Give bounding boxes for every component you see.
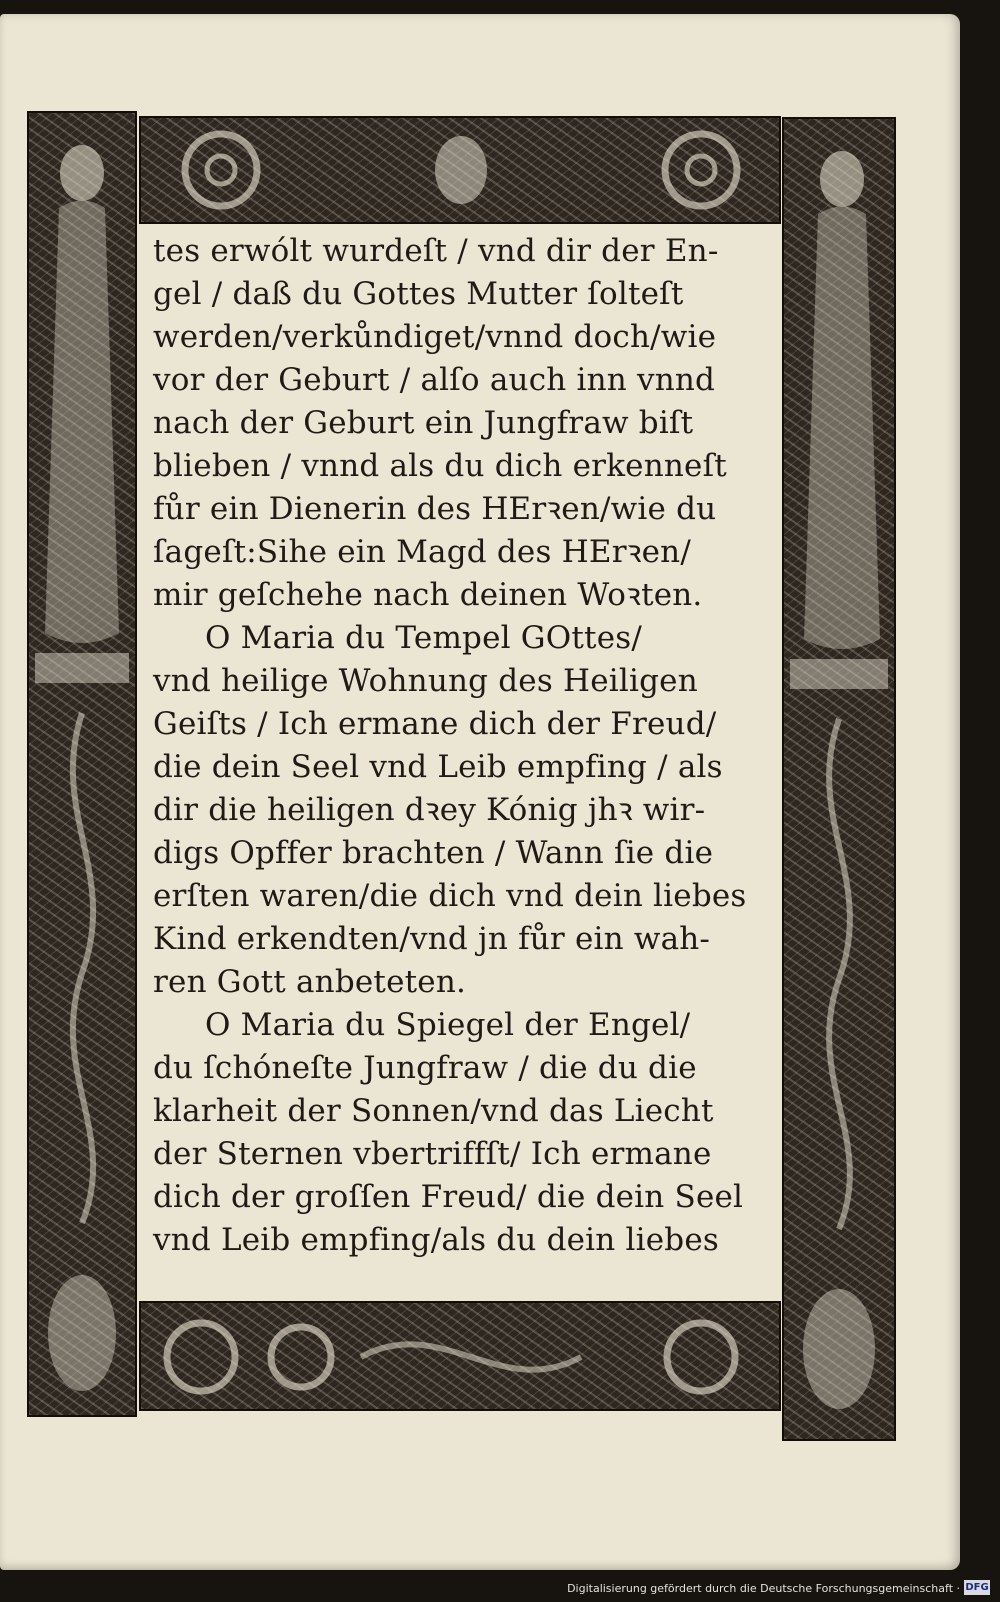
text-line: vor der Geburt / alſo auch inn vnnd	[153, 362, 716, 398]
text-line: vnd heilige Wohnung des Heiligen	[153, 663, 698, 699]
woodcut-border-left	[27, 111, 137, 1417]
scroll-ornament-icon	[141, 1303, 779, 1409]
text-line: fůr ein Dienerin des HErꝛen/wie du	[153, 491, 717, 527]
text-line: gel / daß du Gottes Mutter ſolteſt	[153, 276, 684, 312]
text-line: du ſchóneſte Jungfraw / die du die	[153, 1050, 697, 1086]
text-line: nach der Geburt ein Jungfraw biſt	[153, 405, 694, 441]
text-block	[139, 224, 777, 1298]
woodcut-border-right	[782, 117, 896, 1441]
book-page	[0, 14, 960, 1570]
woodcut-figure-icon	[784, 119, 894, 1439]
text-line: erſten waren/die dich vnd dein liebes	[153, 878, 747, 914]
dfg-logo: DFG	[965, 1582, 989, 1593]
text-line: ren Gott anbeteten.	[153, 964, 467, 1000]
text-line: O Maria du Tempel GOttes/	[205, 620, 642, 656]
text-line: dir die heiligen dꝛey Kónig jhꝛ wir-	[153, 792, 706, 828]
woodcut-figure-icon	[29, 113, 135, 1415]
text-line: dich der groſſen Freud/ die dein Seel	[153, 1179, 744, 1215]
text-line: klarheit der Sonnen/vnd das Liecht	[153, 1093, 714, 1129]
text-line: ſageſt:Sihe ein Magd des HErꝛen/	[153, 534, 691, 570]
scroll-ornament-icon	[141, 118, 779, 222]
text-line: werden/verkůndiget/vnnd doch/wie	[153, 319, 717, 355]
text-line: blieben / vnnd als du dich erkenneſt	[153, 448, 727, 484]
text-line: der Sternen vbertriffſt/ Ich ermane	[153, 1136, 712, 1172]
text-line: O Maria du Spiegel der Engel/	[205, 1007, 691, 1043]
text-line: die dein Seel vnd Leib empfing / als	[153, 749, 723, 785]
digitization-credit: Digitalisierung gefördert durch die Deutsche Forschungsgemeinschaft ·	[567, 1582, 960, 1595]
woodcut-border-bottom	[139, 1301, 781, 1411]
text-line: digs Opffer brachten / Wann ſie die	[153, 835, 714, 871]
text-line: Geiſts / Ich ermane dich der Freud/	[153, 706, 717, 742]
text-line: tes erwólt wurdeſt / vnd dir der En-	[153, 233, 719, 269]
text-line: mir geſchehe nach deinen Woꝛten.	[153, 577, 703, 613]
text-line: vnd Leib empfing/als du dein liebes	[153, 1222, 719, 1258]
woodcut-border-top	[139, 116, 781, 224]
text-line: Kind erkendten/vnd jn fůr ein wah-	[153, 921, 711, 957]
